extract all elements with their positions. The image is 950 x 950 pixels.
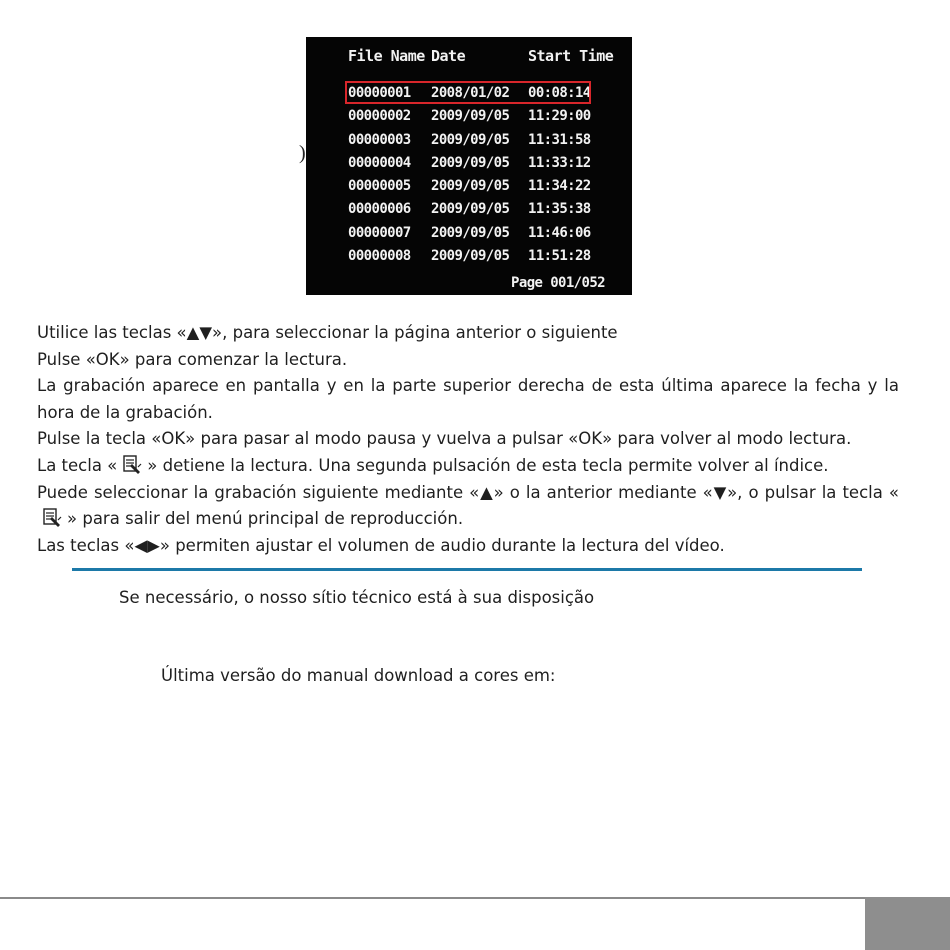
instruction-line — [37, 453, 899, 480]
file-list — [306, 83, 632, 269]
support-note: Se necessário, o nosso sítio técnico está à sua disposição — [119, 588, 595, 607]
section-divider — [72, 568, 862, 571]
header-date: Date — [431, 47, 466, 65]
instruction-text: Puede seleccionar la grabación siguiente mediante «▲» o la anterior mediante «▼», o pulsar la tecla « — [37, 482, 899, 502]
date-cell: 2009/09/05 — [431, 224, 510, 241]
page-number-tab — [865, 897, 950, 950]
file-name-cell: 00000003 — [348, 131, 411, 148]
file-name-cell: 00000005 — [348, 178, 411, 195]
file-name-cell: 00000002 — [348, 108, 411, 125]
time-cell: 11:31:58 — [528, 131, 591, 148]
file-row[interactable] — [306, 246, 632, 269]
time-cell: 11:51:28 — [528, 248, 591, 265]
file-name-cell: 00000004 — [348, 154, 411, 171]
date-cell: 2009/09/05 — [431, 248, 510, 265]
file-name-cell: 00000001 — [348, 85, 411, 101]
date-cell: 2009/09/05 — [431, 201, 510, 218]
index-menu-icon — [121, 455, 143, 475]
instruction-line: Pulse «OK» para comenzar la lectura. — [37, 349, 348, 369]
file-name-cell: 00000007 — [348, 224, 411, 241]
instruction-line — [37, 480, 899, 533]
header-start-time: Start Time — [528, 47, 614, 65]
instruction-line: Las teclas «◀▶» permiten ajustar el volumen de audio durante la lectura del vídeo. — [37, 535, 725, 555]
date-cell: 2008/01/02 — [431, 85, 510, 101]
date-cell: 2009/09/05 — [431, 108, 510, 125]
footer-rule — [0, 897, 865, 899]
time-cell: 11:46:06 — [528, 224, 591, 241]
file-name-cell: 00000008 — [348, 248, 411, 265]
instruction-line: Utilice las teclas «▲▼», para seleccionar la página anterior o siguiente — [37, 323, 618, 342]
header-file-name: File Name — [348, 47, 425, 65]
file-row[interactable] — [306, 153, 632, 176]
file-row[interactable] — [306, 106, 632, 129]
instruction-text: » para salir del menú principal de reproducción. — [67, 509, 464, 529]
date-cell: 2009/09/05 — [431, 178, 510, 195]
instruction-line: Pulse la tecla «OK» para pasar al modo pausa y vuelva a pulsar «OK» para volver al modo lectura. — [37, 429, 852, 449]
instruction-text: » detiene la lectura. Una segunda pulsación de esta tecla permite volver al índice. — [147, 455, 829, 475]
file-row[interactable] — [306, 130, 632, 153]
file-row[interactable] — [306, 176, 632, 199]
instruction-line: La grabación aparece en pantalla y en la parte superior derecha de esta última aparece la fecha y la hora de la grabación. — [37, 376, 899, 422]
time-cell: 11:29:00 — [528, 108, 591, 125]
file-list-header — [306, 47, 632, 67]
instruction-text: La tecla « — [37, 455, 118, 475]
time-cell: 00:08:14 — [528, 85, 591, 101]
time-cell: 11:33:12 — [528, 154, 591, 171]
playback-instructions — [37, 320, 899, 559]
manual-download-note: Última versão do manual download a cores em: — [161, 666, 556, 685]
dvr-file-list-screen — [306, 37, 632, 295]
time-cell: 11:35:38 — [528, 201, 591, 218]
stray-parenthesis: ) — [299, 142, 306, 164]
file-name-cell: 00000006 — [348, 201, 411, 218]
date-cell: 2009/09/05 — [431, 154, 510, 171]
time-cell: 11:34:22 — [528, 178, 591, 195]
index-menu-icon — [41, 508, 63, 528]
file-row[interactable] — [306, 199, 632, 222]
file-row-selected[interactable] — [306, 83, 632, 106]
file-row[interactable] — [306, 223, 632, 246]
date-cell: 2009/09/05 — [431, 131, 510, 148]
page-indicator: Page 001/052 — [511, 275, 605, 291]
